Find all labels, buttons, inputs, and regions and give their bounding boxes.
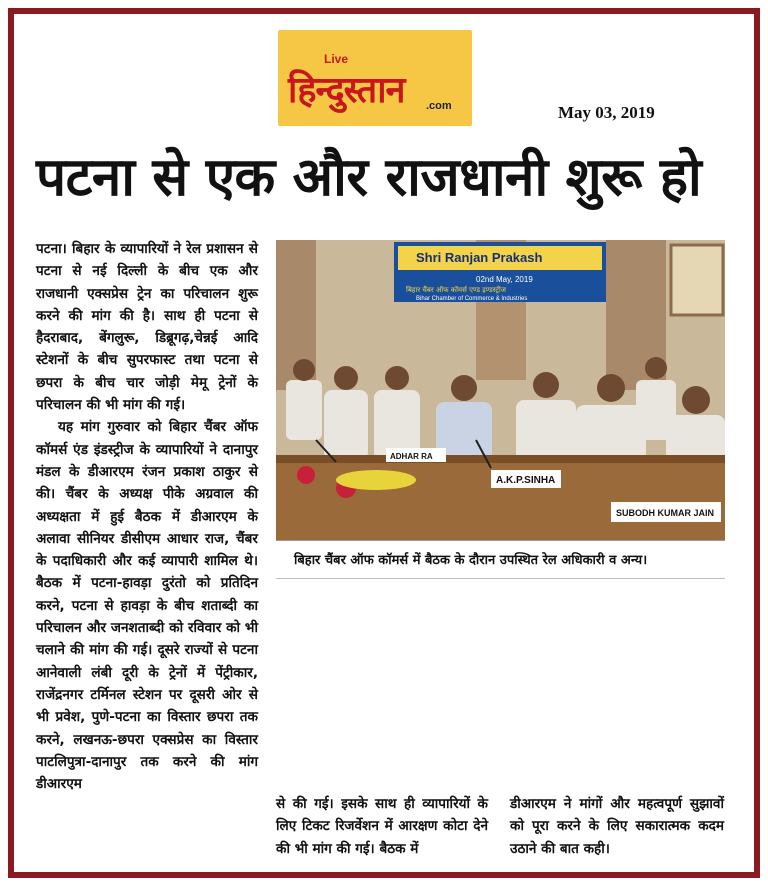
column-3-text: डीआरएम ने मांगों और महत्वपूर्ण सुझावों को पूरा करने के लिए सकारात्मक कदम उठाने की बात कही। xyxy=(510,796,724,857)
blank-space xyxy=(276,578,725,794)
banner-line-2: 02nd May, 2019 xyxy=(476,275,533,284)
nameplate-akp-sinha: A.K.P.SINHA xyxy=(496,475,556,486)
banner-line-1: Shri Ranjan Prakash xyxy=(416,250,543,265)
publication-date: May 03, 2019 xyxy=(558,103,655,122)
nameplate-adhar-raj: ADHAR RA xyxy=(390,452,433,461)
dateline: पटना। xyxy=(36,241,67,257)
column-2-text: से की गई। इसके साथ ही व्यापारियों के लिए टिकट रिजर्वेशन में आरक्षण कोटा देने की भी मांग की गई। बैठक में xyxy=(276,796,488,857)
news-photo xyxy=(276,240,725,540)
paragraph-1-text: बिहार के व्यापारियों ने रेल प्रशासन से पटना से नई दिल्ली के बीच एक और राजधानी एक्सप्रेस ट्रेन का परिचालन शुरू करने की मांग की है। साथ ही पटना से हैदराबाद, बेंगलुरू, डिब्रूगढ़,चेन्नई आदि स्टेशनों के बीच सुपरफास्ट तथा पटना से छपरा के बीच चार जोड़ी मेमू ट्रेनों के परिचालन की भी मांग की गई। xyxy=(36,241,258,414)
article-column-3 xyxy=(510,793,724,863)
meeting-photo-illustration xyxy=(276,240,725,540)
photo-caption: बिहार चैंबर ऑफ कॉमर्स में बैठक के दौरान उपस्थित रेल अधिकारी व अन्य। xyxy=(294,553,648,568)
article-paragraph-2: यह मांग गुरुवार को बिहार चैंबर ऑफ कॉमर्स एंड इंडस्ट्रीज के व्यापारियों ने दानापुर मंडल के डीआरएम रंजन प्रकाश ठाकुर से की। चैंबर के अध्यक्ष पीके अग्रवाल की अध्यक्षता में हुई बैठक में डीआरएम के अलावा सीनियर डीसीएम आधार राज, चैंबर के पदाधिकारी और कई व्यापारी शामिल थे। बैठक में पटना-हावड़ा दुरंतो को प्रतिदिन करने, पटना से हावड़ा के बीच शताब्दी का परिचालन और जनशताब्दी को रविवार को भी चलाने की मांग की गई। दूसरे राज्यों से पटना आनेवाली लंबी दूरी के ट्रेनों में पेंट्रीकार, राजेंद्रनगर टर्मिनल स्टेशन पर दूसरी ओर से भी प्रवेश, पुणे-पटना का विस्तार छपरा तक करने, लखनऊ-छपरा एक्सप्रेस का विस्तार पाटलिपुत्रा-दानापुर तक करने की मांग डीआरएम xyxy=(36,419,258,793)
masthead-live: Live xyxy=(324,52,349,66)
masthead-suffix: .com xyxy=(426,100,452,112)
banner-line-4: Bihar Chamber of Commerce & Industries xyxy=(416,296,528,302)
article-column-2 xyxy=(276,793,488,863)
article-column-1 xyxy=(36,238,258,856)
masthead-name: हिन्दुस्तान xyxy=(288,70,405,111)
headline: पटना से एक और राजधानी शुरू हो xyxy=(36,147,702,208)
masthead-logo xyxy=(278,30,472,126)
article-paragraph-1 xyxy=(36,238,258,416)
banner-line-3: बिहार चैंबर ऑफ कॉमर्स एण्ड इण्डस्ट्रीज xyxy=(406,286,507,294)
photo-caption-bar xyxy=(276,540,725,579)
nameplate-subodh-kumar-jain: SUBODH KUMAR JAIN xyxy=(616,508,715,518)
